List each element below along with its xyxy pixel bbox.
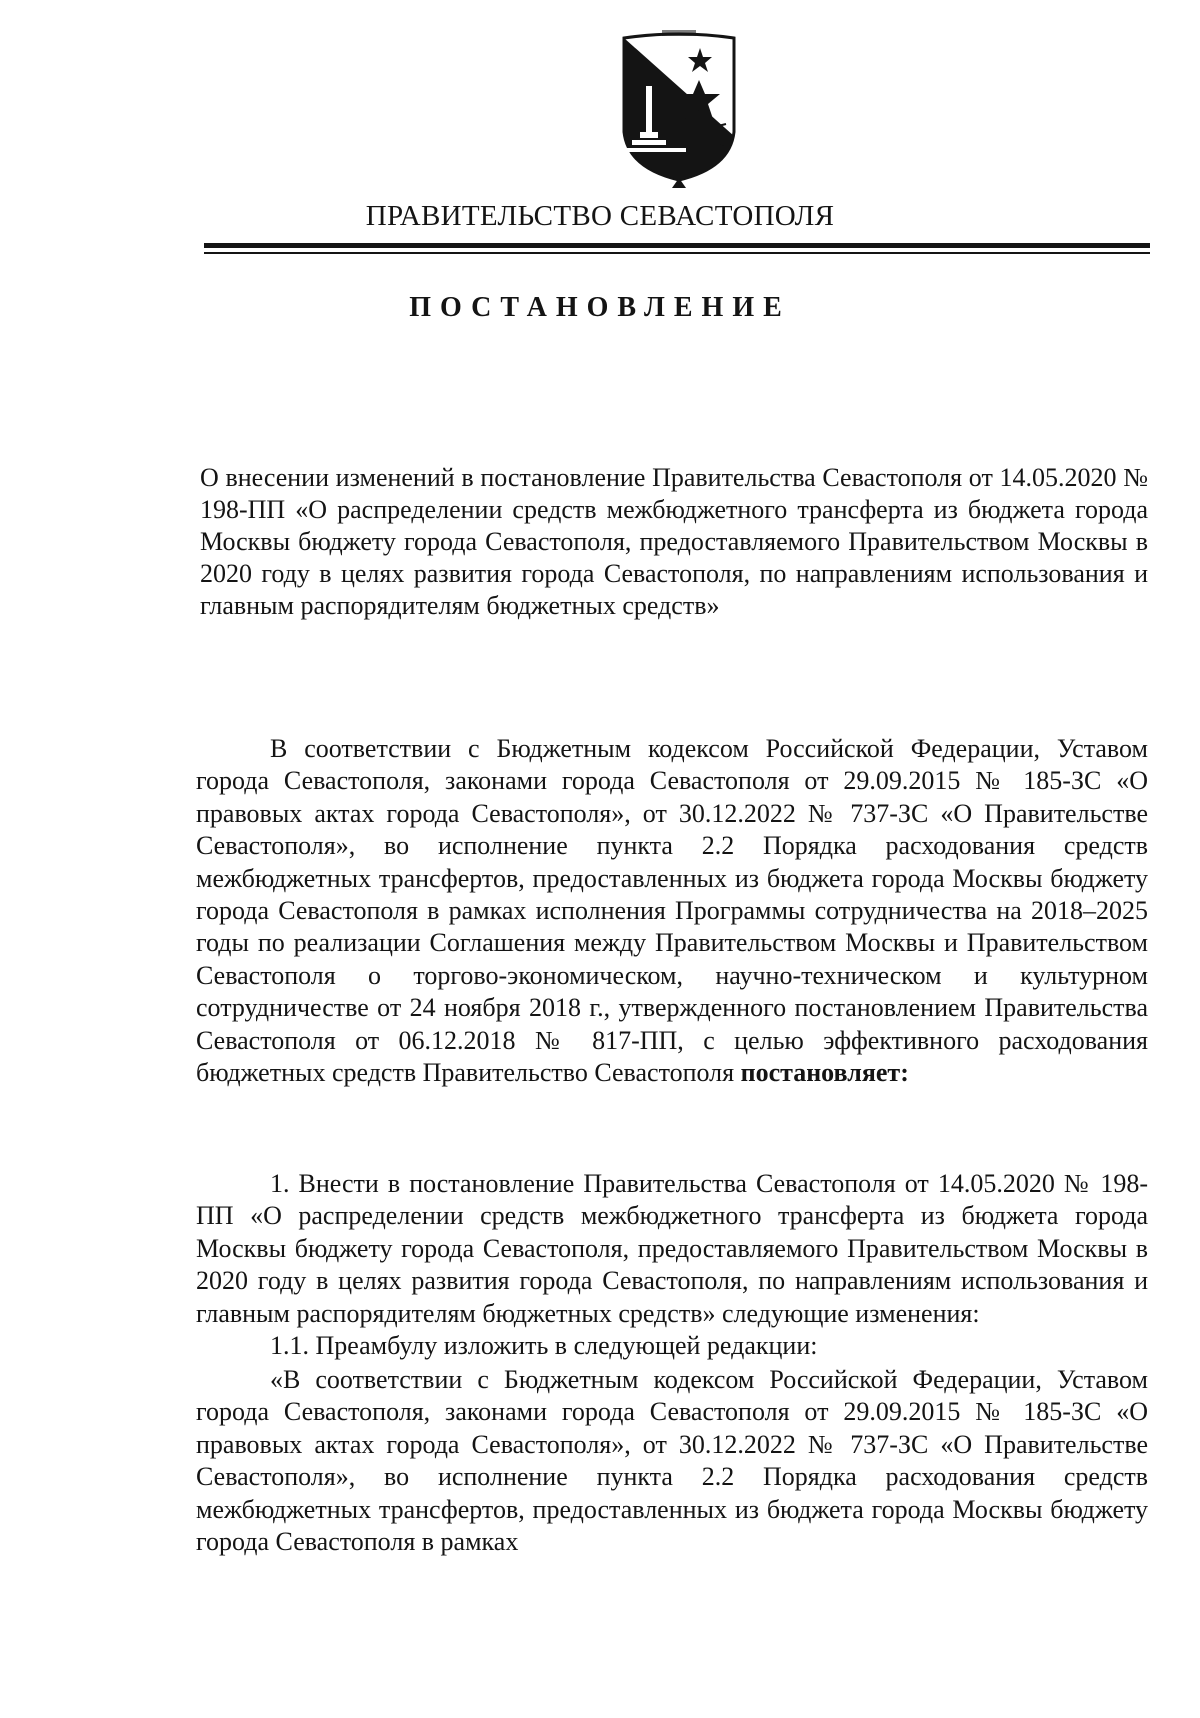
government-name: ПРАВИТЕЛЬСТВО СЕВАСТОПОЛЯ	[365, 200, 835, 232]
item-1-paragraph: 1. Внести в постановление Правительства Севастополя от 14.05.2020 № 198-ПП «О распределении средств межбюджетного трансферта из бюджета города Москвы бюджету города Севастополя, предоставляемого Правительством Москвы в 2020 году в целях развития города Севастополя, по направлениям использования и главным распорядителям бюджетных средств» следующие изменения:	[196, 1169, 1148, 1328]
document-type-title: ПОСТАНОВЛЕНИЕ	[409, 292, 791, 323]
basis-text: В соответствии с Бюджетным кодексом Российской Федерации, Уставом города Севастополя, законами города Севастополя от 29.09.2015 № 185-ЗС «О правовых актах города Севастополя», от 30.12.2022 № 737-ЗС «О Правительстве Севастополя», во исполнение пункта 2.2 Порядка расходования средств межбюджетных трансфертов, предоставленных из бюджета города Москвы бюджету города Севастополя в рамках исполнения Программы сотрудничества на 2018–2025 годы по реализации Соглашения между Правительством Москвы и Правительством Севастополя о торгово-экономическом, научно-техническом и культурном сотрудничестве от 24 ноября 2018 г., утвержденного постановлением Правительства Севастополя от 06.12.2018 № 817-ПП, с целью эффективного расходования бюджетных средств Правительство Севастополя	[196, 734, 1148, 1088]
item-1-1-paragraph: 1.1. Преамбулу изложить в следующей редакции:	[270, 1331, 818, 1360]
header-rule-thin	[204, 252, 1150, 254]
header-rule-thick	[204, 243, 1150, 248]
sevastopol-coat-of-arms-icon	[616, 28, 742, 188]
basis-paragraph	[196, 733, 1148, 1089]
quoted-preamble-paragraph: «В соответствии с Бюджетным кодексом Российской Федерации, Уставом города Севастополя, законами города Севастополя от 29.09.2015 № 185-ЗС «О правовых актах города Севастополя», от 30.12.2022 № 737-ЗС «О Правительстве Севастополя», во исполнение пункта 2.2 Порядка расходования средств межбюджетных трансфертов, предоставленных из бюджета города Москвы бюджету города Севастополя в рамках	[196, 1365, 1148, 1557]
document-subject: О внесении изменений в постановление Правительства Севастополя от 14.05.2020 № 198-ПП «О распределении средств межбюджетного трансферта из бюджета города Москвы бюджету города Севастополя, предоставляемого Правительством Москвы в 2020 году в целях развития города Севастополя, по направлениям использования и главным распорядителям бюджетных средств»	[200, 463, 1148, 620]
decree-word: постановляет:	[740, 1058, 909, 1088]
